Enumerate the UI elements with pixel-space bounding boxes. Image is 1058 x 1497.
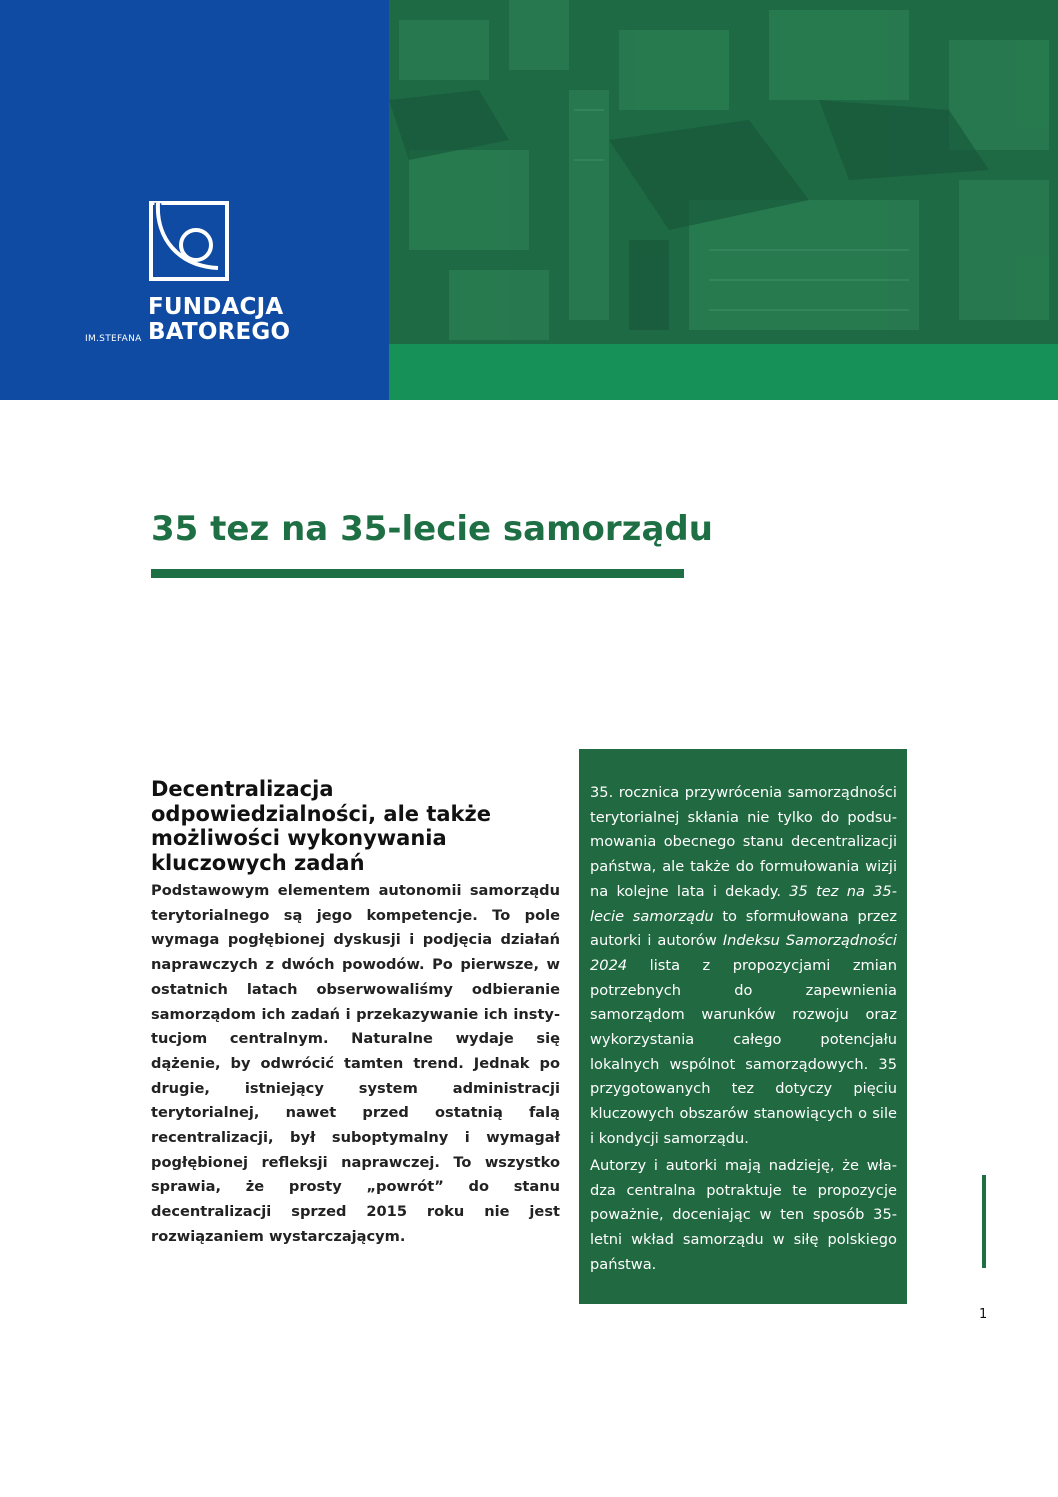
- foundation-name-line2: BATOREGO: [148, 319, 291, 345]
- foundation-name-prefix: IM.STEFANA: [85, 334, 142, 344]
- sidebar-title-ref: 35 tez na 35-lecie samorządu: [590, 882, 897, 925]
- aerial-town-photo-icon: [389, 0, 1058, 344]
- page-number: 1: [979, 1307, 988, 1322]
- header-photo: [389, 0, 1058, 344]
- header-green-band: [389, 344, 1058, 400]
- foundation-name-line1: FUNDACJA: [148, 294, 284, 320]
- sidebar-text-run: lista z propozycjami zmian potrzebnych do zapewnienia samorządom warunków rozwoju oraz wykorzystania całego potencjału lokalnych wspólnot samorządowych. 35 przygotowanych tez dotyczy pięciu kluczowych obszarów stanowiących o sile i kondycji samorządu.: [590, 956, 897, 1147]
- title-underline: [151, 569, 684, 578]
- sidebar-paragraph-2: Autorzy i autorki mają nadzieję, że władza centralna potraktuje te propozycje poważnie, doceniając w ten sposób 35-letni wkład samorządu w siłę polskiego państwa.: [590, 1157, 897, 1273]
- foundation-logo-icon: [148, 200, 232, 284]
- margin-marker: [982, 1175, 986, 1268]
- section-heading: Decentralizacja odpowiedzialności, ale także możliwości wykonywania kluczowych zadań: [151, 777, 491, 875]
- sidebar-text-run: to sformułowana przez autorki i autorów: [590, 907, 898, 950]
- foundation-name: [148, 295, 290, 345]
- sidebar-text-run: 35. rocznica przywrócenia samorządności terytorialnej skłania nie tylko do podsumowania obecnego stanu decentralizacji państwa, ale także do formułowania wizji na kolejne lata i dekady.: [590, 784, 897, 900]
- section-body: Podstawowym elementem autonomii samorządu terytorialnego są jego kompetencje. To pole wymaga pogłębionej dyskusji i podjęcia działań naprawczych z dwóch powodów. Po pierwsze, w ostatnich latach obserwowaliśmy odbieranie samorządom ich zadań i przekazywanie ich instytucjom centralnym. Naturalne wydaje się dążenie, by odwrócić tamten trend. Jednak po drugie, istniejący system administracji terytorialnej, nawet przed ostatnią falą recentralizacji, był suboptymalny i wymagał pogłębionej refleksji naprawczej. To wszystko sprawia, że prosty „powrót” do stanu decentralizacji sprzed 2015 roku nie jest rozwiązaniem wystarczającym.: [151, 882, 560, 1245]
- sidebar-index-ref: Indeksu Samorządności 2024: [590, 932, 897, 974]
- page-title: 35 tez na 35-lecie samorządu: [151, 509, 713, 549]
- sidebar-paragraph-1: [590, 781, 897, 1152]
